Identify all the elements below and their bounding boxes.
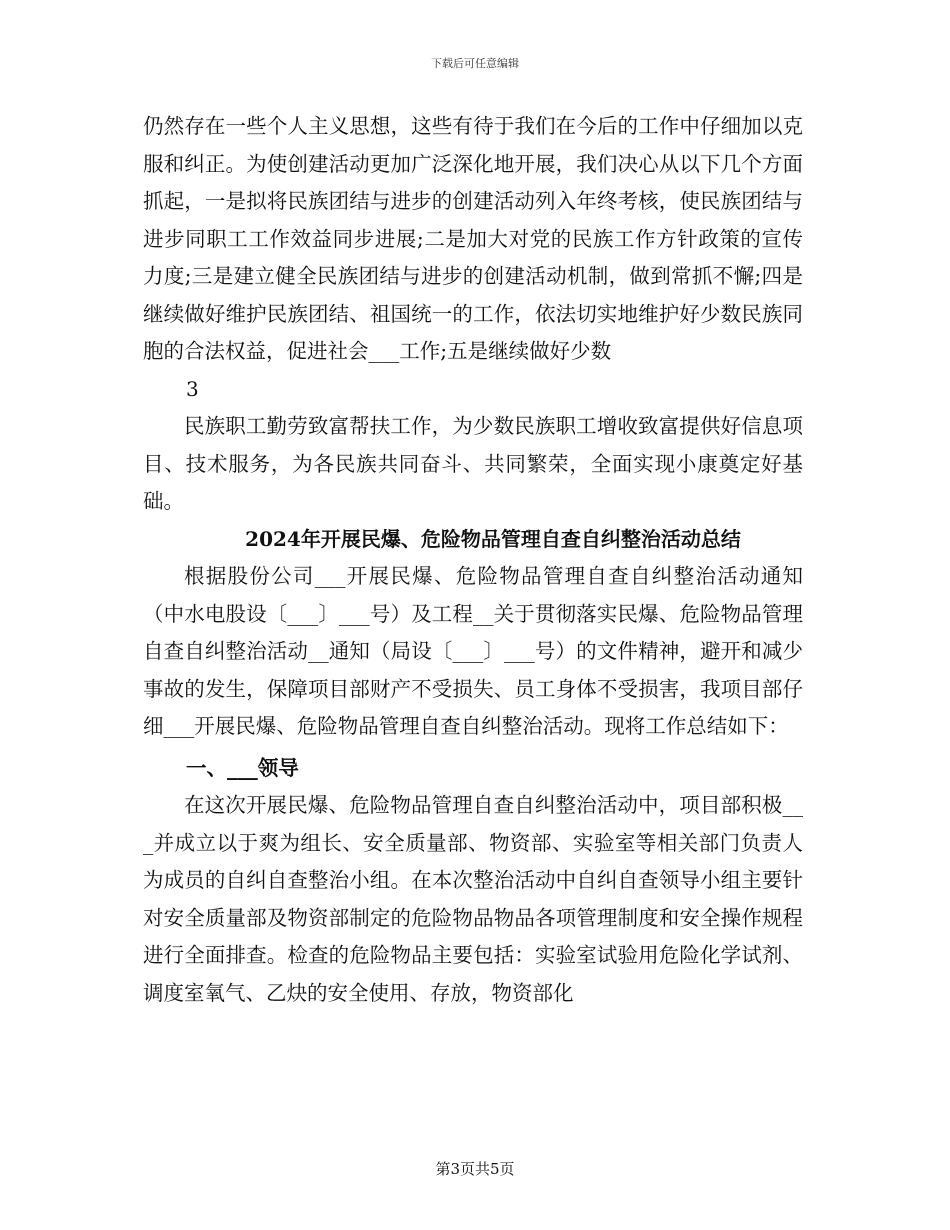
paragraph-section-1: 在这次开展民爆、危险物品管理自查自纠整治活动中，项目部积极___并成立以于爽为组长、安全质量部、物资部、实验室等相关部门负责人为成员的自纠自查整治小组。在本次整治活动中自纠自查领导小组主要针对安全质量部及物资部制定的危险物品物品各项管理制度和安全操作规程进行全面排查。检查的危险物品主要包括：实验室试验用危险化学试剂、调度室氧气、乙炔的安全使用、存放，物资部化 <box>143 793 803 1005</box>
header-note: 下载后可任意编辑 <box>431 57 519 70</box>
paragraph-after-mark: 民族职工勤劳致富帮扶工作，为少数民族职工增收致富提供好信息项目、技术服务，为各民族共同奋斗、共同繁荣，全面实现小康奠定好基础。 <box>143 414 803 513</box>
document-body <box>143 108 803 1012</box>
section-heading-1: 一、___领导 <box>186 755 299 780</box>
paragraph-intro: 根据股份公司___开展民爆、危险物品管理自查自纠整治活动通知（中水电股设〔___〕___号）及工程__关于贯彻落实民爆、危险物品管理自查自纠整治活动__通知（局设〔___〕___号）的文件精神，避开和减少事故的发生，保障项目部财产不受损失、员工身体不受损害，我项目部仔细___开展民爆、危险物品管理自查自纠整治活动。现将工作总结如下： <box>143 564 803 738</box>
page-mark: 3 <box>186 376 199 401</box>
document-title: 2024年开展民爆、危险物品管理自查自纠整治活动总结 <box>245 526 741 551</box>
page-footer: 第3页共5页 <box>435 1160 515 1178</box>
paragraph-continued: 仍然存在一些个人主义思想，这些有待于我们在今后的工作中仔细加以克服和纠正。为使创建活动更加广泛深化地开展，我们决心从以下几个方面抓起，一是拟将民族团结与进步的创建活动列入年终考核，使民族团结与进步同职工工作效益同步进展;二是加大对党的民族工作方针政策的宣传力度;三是建立健全民族团结与进步的创建活动机制，做到常抓不懈;四是继续做好维护民族团结、祖国统一的工作，依法切实地维护好少数民族同胞的合法权益，促进社会___工作;五是继续做好少数 <box>143 114 803 363</box>
